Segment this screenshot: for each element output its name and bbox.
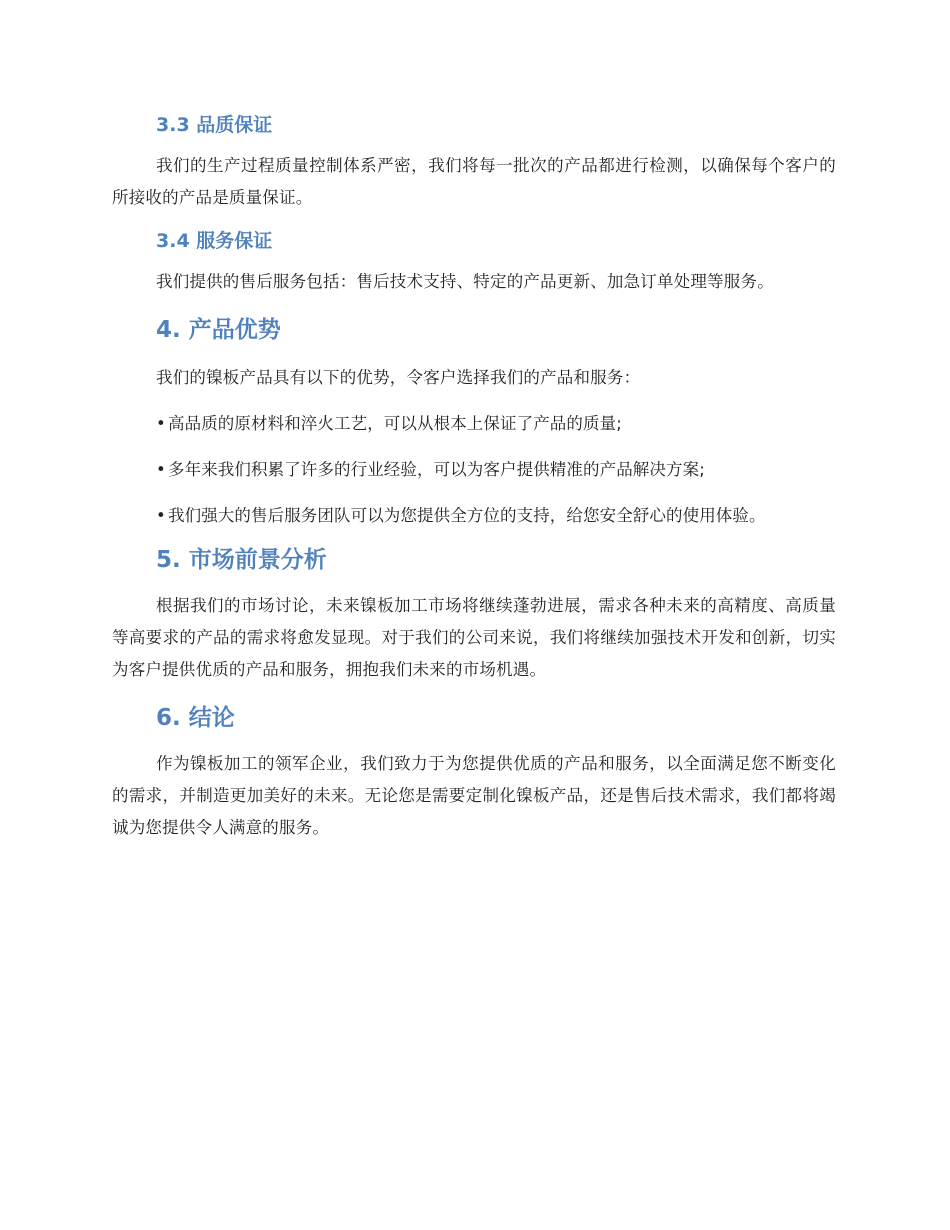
list-item — [156, 454, 836, 486]
section-heading-3-3: 3.3 品质保证 — [156, 114, 273, 136]
section-body-6: 作为镍板加工的领军企业，我们致力于为您提供优质的产品和服务，以全面满足您不断变化的需求，并制造更加美好的未来。无论您是需要定制化镍板产品，还是售后技术需求，我们都将竭诚为您提供令人满意的服务。 — [112, 754, 836, 837]
list-item-text: 我们强大的售后服务团队可以为您提供全方位的支持，给您安全舒心的使用体验。 — [168, 506, 766, 525]
document-page — [112, 108, 836, 844]
section-body-3-3: 我们的生产过程质量控制体系严密，我们将每一批次的产品都进行检测，以确保每个客户的所接收的产品是质量保证。 — [112, 156, 836, 207]
section-intro-4: 我们的镍板产品具有以下的优势，令客户选择我们的产品和服务： — [156, 368, 641, 387]
section-body-5: 根据我们的市场讨论，未来镍板加工市场将继续蓬勃进展，需求各种未来的高精度、高质量等高要求的产品的需求将愈发显现。对于我们的公司来说，我们将继续加强技术开发和创新，切实为客户提供优质的产品和服务，拥抱我们未来的市场机遇。 — [112, 596, 836, 679]
section-heading-5: 5. 市场前景分析 — [156, 547, 327, 573]
list-item-text: 高品质的原材料和淬火工艺，可以从根本上保证了产品的质量; — [168, 414, 622, 433]
list-item — [156, 500, 836, 532]
list-item-text: 多年来我们积累了许多的行业经验，可以为客户提供精准的产品解决方案; — [168, 460, 705, 479]
bullet-mark: • — [156, 460, 166, 479]
section-heading-3-4: 3.4 服务保证 — [156, 230, 273, 252]
bullet-mark: • — [156, 414, 166, 433]
section-heading-6: 6. 结论 — [156, 705, 235, 731]
section-heading-4: 4. 产品优势 — [156, 317, 281, 343]
bullet-mark: • — [156, 506, 166, 525]
list-item — [156, 408, 836, 440]
section-body-3-4: 我们提供的售后服务包括：售后技术支持、特定的产品更新、加急订单处理等服务。 — [156, 272, 774, 291]
